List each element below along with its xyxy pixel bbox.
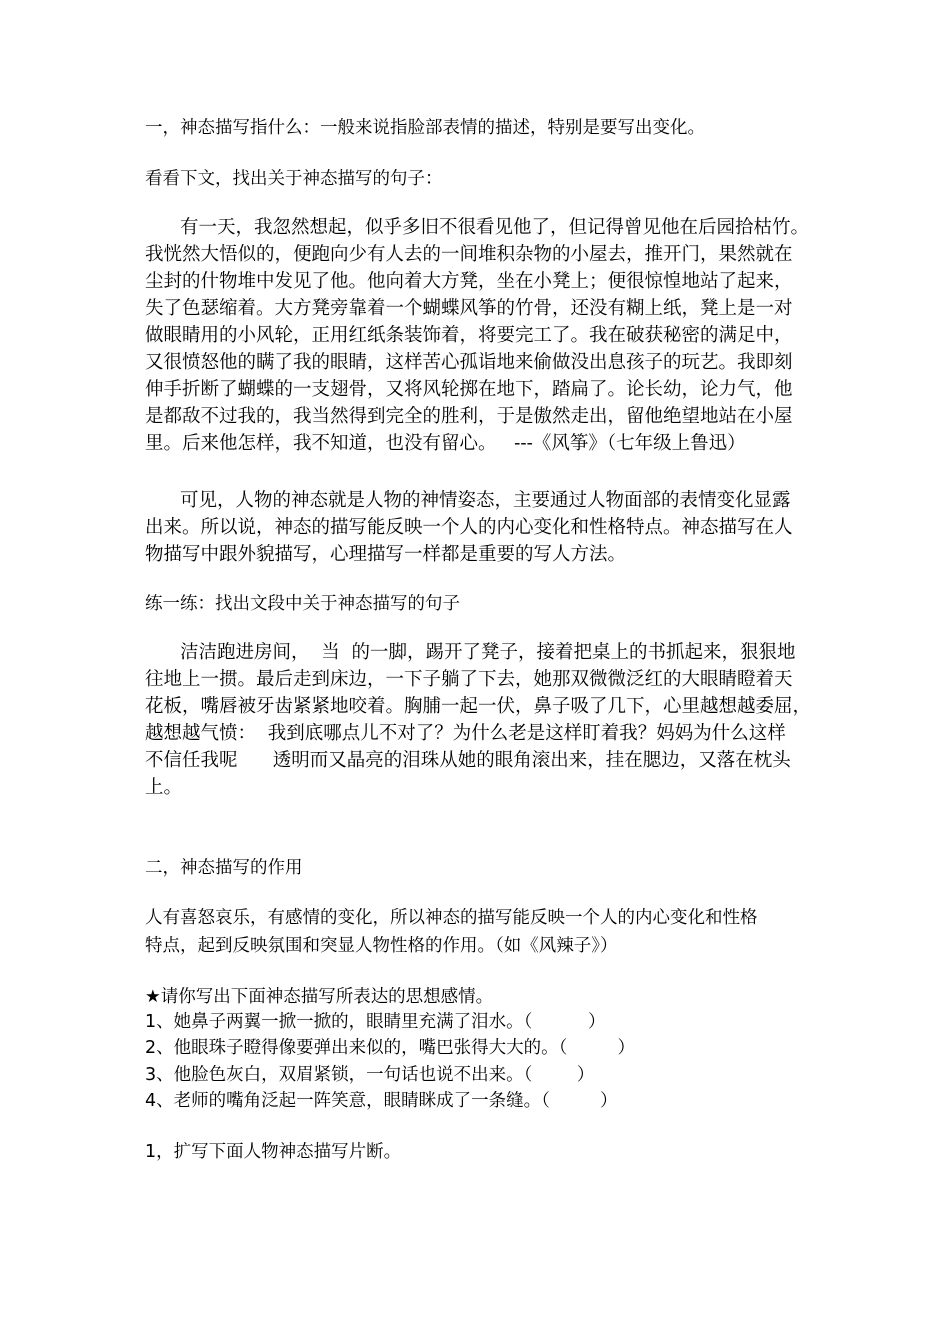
final-task: 1，扩写下面人物神态描写片断。 <box>145 1142 402 1162</box>
explanation-line: 出来。所以说，神态的描写能反映一个人的内心变化和性格特点。神态描写在人 <box>145 517 793 538</box>
section2-body-line: 人有喜怒哀乐，有感情的变化，所以神态的描写能反映一个人的内心变化和性格 <box>145 908 758 928</box>
section1-prompt: 看看下文，找出关于神态描写的句子： <box>145 169 443 189</box>
passage-line: 做眼睛用的小风轮，正用红纸条装饰着，将要完工了。我在破获秘密的满足中， <box>145 325 793 346</box>
exercise-line: 洁洁跑进房间， 当 的一脚，踢开了凳子，接着把桌上的书抓起来，狠狠地 <box>180 642 796 663</box>
passage-line: 又很愤怒他的瞒了我的眼睛，这样苦心孤诣地来偷做没出息孩子的玩艺。我即刻 <box>145 352 793 373</box>
task-title: ★请你写出下面神态描写所表达的思想感情。 <box>145 987 494 1007</box>
section2-body-line: 特点，起到反映氛围和突显人物性格的作用。（如《风辣子》） <box>145 936 618 956</box>
exercise-line: 越想越气愤： 我到底哪点儿不对了？为什么老是这样盯着我？妈妈为什么这样 <box>145 723 786 744</box>
exercise-line: 往地上一掼。最后走到床边，一下子躺了下去，她那双微微泛红的大眼睛瞪着天 <box>145 669 793 690</box>
explanation-line: 物描写中跟外貌描写，心理描写一样都是重要的写人方法。 <box>145 544 627 565</box>
passage-line: 里。后来他怎样，我不知道，也没有留心。 ---《风筝》（七年级上鲁迅） <box>145 433 746 454</box>
task-item: 2、他眼珠子瞪得像要弹出来似的，嘴巴张得大大的。（ ） <box>145 1038 635 1058</box>
passage-line: 失了色瑟缩着。大方凳旁靠着一个蝴蝶风筝的竹骨，还没有糊上纸，凳上是一对 <box>145 298 793 319</box>
task-item: 1、她鼻子两翼一掀一掀的，眼睛里充满了泪水。（ ） <box>145 1012 606 1032</box>
passage-line: 是都敌不过我的，我当然得到完全的胜利，于是傲然走出，留他绝望地站在小屋 <box>145 406 793 427</box>
section1-heading: 一，神态描写指什么：一般来说指脸部表情的描述，特别是要写出变化。 <box>145 118 705 138</box>
exercise-line: 不信任我呢 透明而又晶亮的泪珠从她的眼角滚出来，挂在腮边，又落在枕头 <box>145 750 791 771</box>
task-item: 4、老师的嘴角泛起一阵笑意，眼睛眯成了一条缝。（ ） <box>145 1091 618 1111</box>
exercise-line: 上。 <box>145 777 183 798</box>
exercise-line: 花板，嘴唇被牙齿紧紧地咬着。胸脯一起一伏，鼻子吸了几下，心里越想越委屈， <box>145 696 812 717</box>
passage-line: 有一天，我忽然想起，似乎多旧不很看见他了，但记得曾见他在后园拾枯竹。 <box>180 217 810 238</box>
explanation-line: 可见，人物的神态就是人物的神情姿态，主要通过人物面部的表情变化显露 <box>180 490 791 511</box>
exercise-title: 练一练：找出文段中关于神态描写的句子 <box>145 594 460 614</box>
section2-heading: 二，神态描写的作用 <box>145 858 303 878</box>
passage-line: 伸手折断了蝴蝶的一支翅骨，又将风轮掷在地下，踏扁了。论长幼，论力气，他 <box>145 379 793 400</box>
passage-line: 尘封的什物堆中发见了他。他向着大方凳，坐在小凳上；便很惊惶地站了起来， <box>145 271 793 292</box>
passage-line: 我恍然大悟似的，便跑向少有人去的一间堆积杂物的小屋去，推开门，果然就在 <box>145 244 793 265</box>
task-item: 3、他脸色灰白，双眉紧锁，一句话也说不出来。（ ） <box>145 1065 595 1085</box>
